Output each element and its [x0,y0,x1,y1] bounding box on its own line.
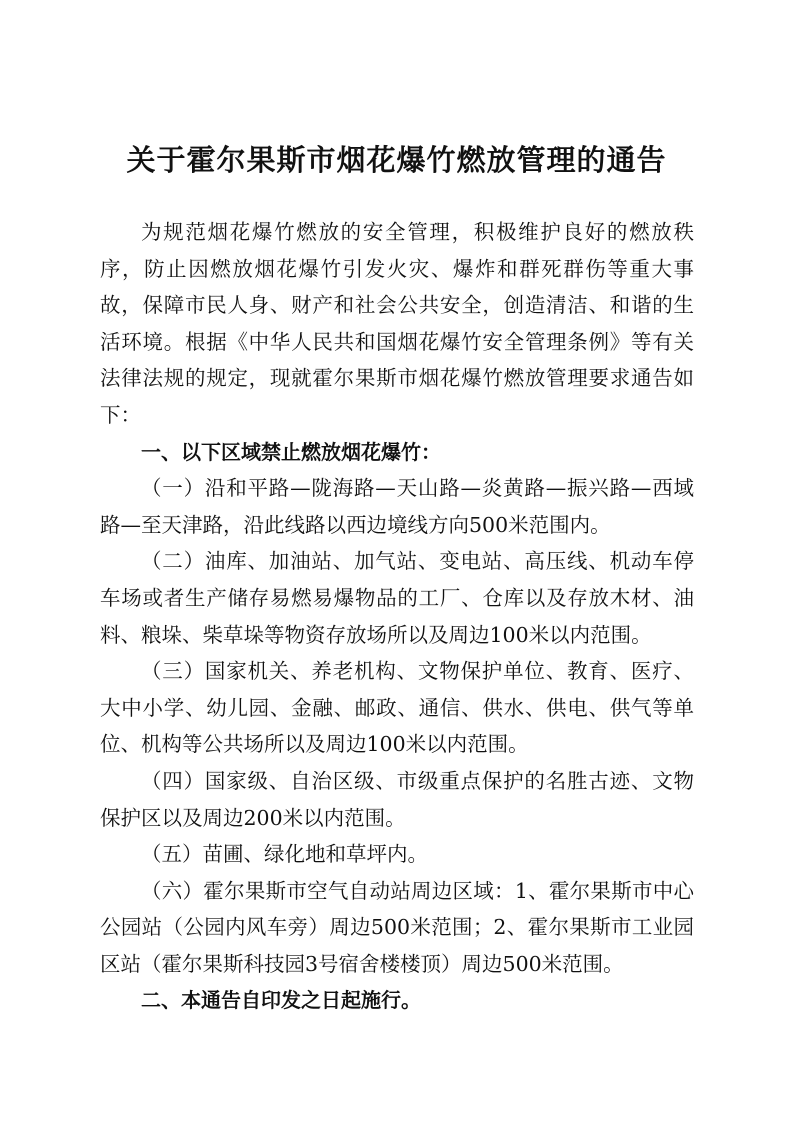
document-title: 关于霍尔果斯市烟花爆竹燃放管理的通告 [126,143,667,177]
list-item: （一）沿和平路—陇海路—天山路—炎黄路—振兴路—西域路—至天津路，沿此线路以西边境线方向500米范围内。 [100,476,694,537]
list-item: （五）苗圃、绿化地和草坪内。 [141,842,428,867]
section-heading-effective-date: 二、本通告自印发之日起施行。 [141,988,421,1013]
section-heading-prohibited-areas: 一、以下区域禁止燃放烟花爆竹： [141,439,441,464]
intro-paragraph: 为规范烟花爆竹燃放的安全管理，积极维护良好的燃放秩序，防止因燃放烟花爆竹引发火灾、爆炸和群死群伤等重大事故，保障市民人身、财产和社会公共安全，创造清洁、和谐的生活环境。根据《中华人民共和国烟花爆竹安全管理条例》等有关法律法规的规定，现就霍尔果斯市烟花爆竹燃放管理要求通告如下： [100,220,694,427]
list-item: （六）霍尔果斯市空气自动站周边区域：1、霍尔果斯市中心公园站（公园内风车旁）周边500米范围；2、霍尔果斯市工业园区站（霍尔果斯科技园3号宿舍楼楼顶）周边500米范围。 [100,878,694,976]
list-item: （三）国家机关、养老机构、文物保护单位、教育、医疗、大中小学、幼儿园、金融、邮政、通信、供水、供电、供气等单位、机构等公共场所以及周边100米以内范围。 [100,659,694,757]
list-item: （四）国家级、自治区级、市级重点保护的名胜古迹、文物保护区以及周边200米以内范围。 [100,768,694,830]
document-body [100,214,694,1019]
list-item: （二）油库、加油站、加气站、变电站、高压线、机动车停车场或者生产储存易燃易爆物品的工厂、仓库以及存放木材、油料、粮垛、柴草垛等物资存放场所以及周边100米以内范围。 [100,549,694,647]
